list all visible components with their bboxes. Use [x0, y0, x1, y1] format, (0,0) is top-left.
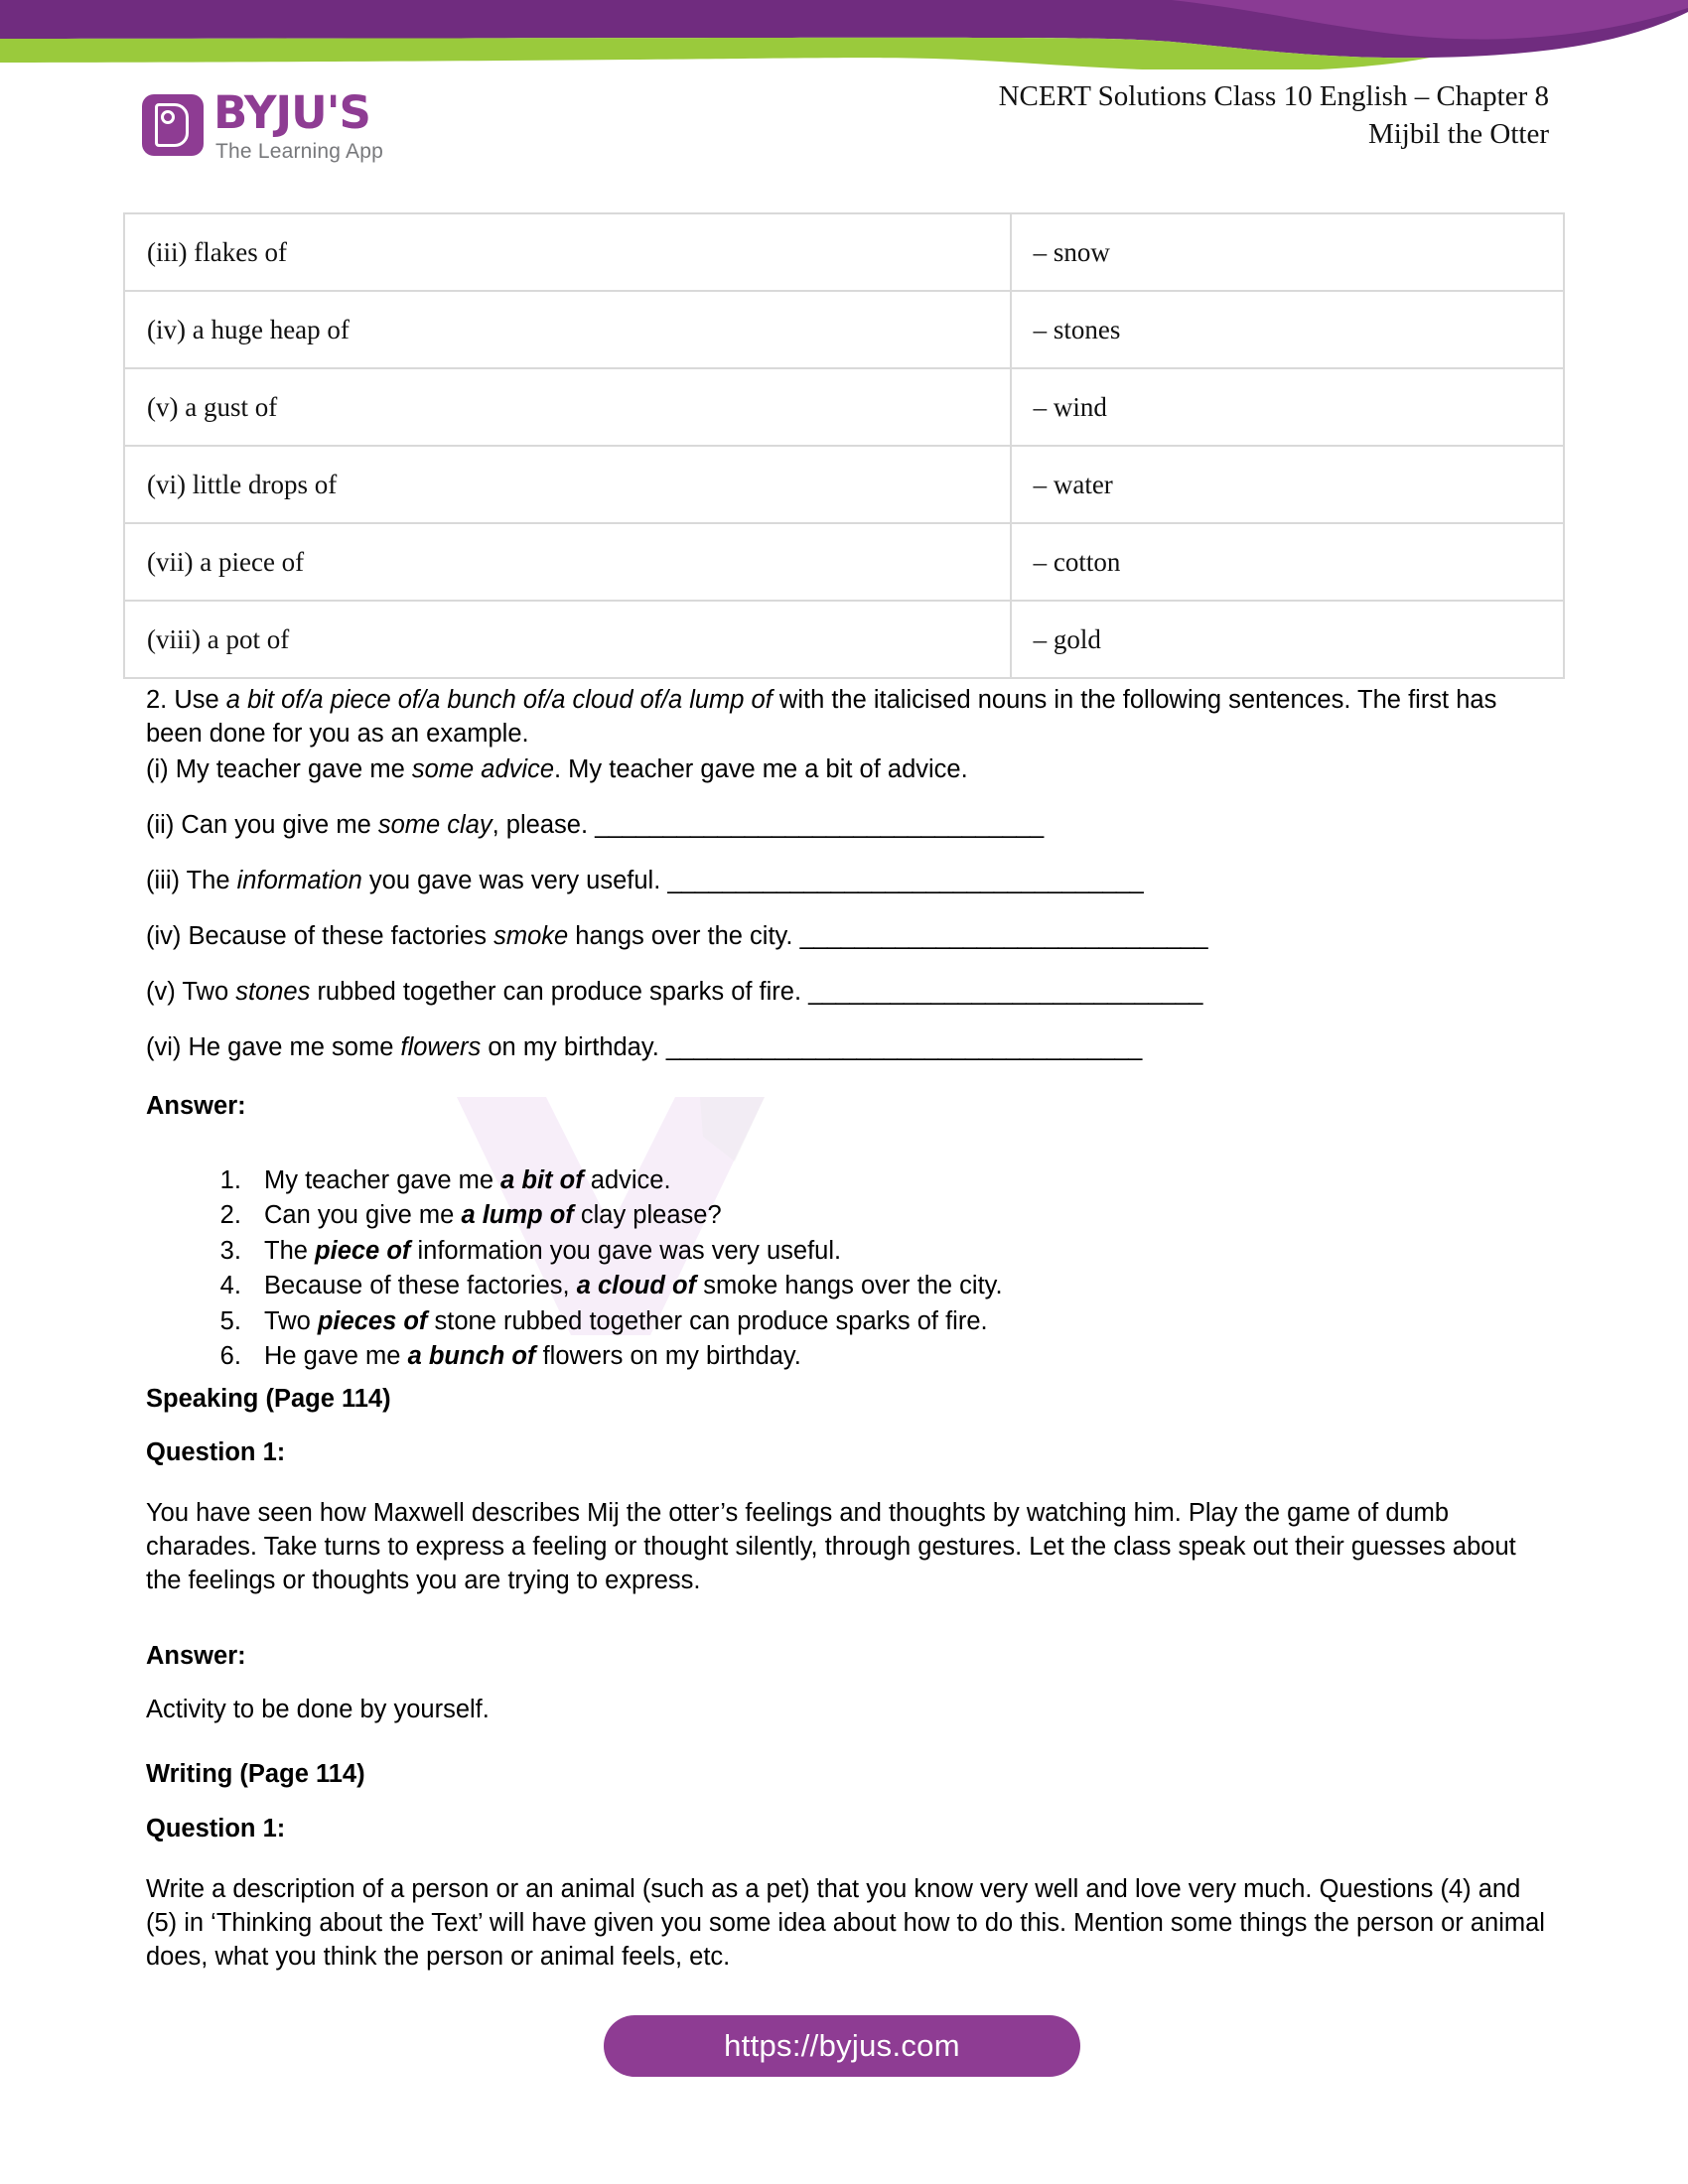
answer-pre: Because of these factories, [264, 1272, 577, 1300]
list-item [248, 1339, 1579, 1374]
list-item [248, 1269, 1579, 1303]
item-post: on my birthday. [481, 1033, 666, 1061]
answer-bold: a bunch of [407, 1342, 536, 1371]
table-row [124, 368, 1564, 446]
table-row [124, 446, 1564, 523]
speaking-question-label: Question 1: [146, 1438, 286, 1466]
writing-heading: Writing (Page 114) [146, 1760, 365, 1788]
item-post: rubbed together can produce sparks of fire. [310, 978, 809, 1006]
table-cell-phrase: (vii) a piece of [124, 523, 1011, 601]
byjus-logo [142, 86, 440, 182]
question2-answer-label: Answer: [146, 1092, 246, 1120]
byjus-url-label: https://byjus.com [724, 2028, 960, 2063]
table-cell-noun: – cotton [1011, 523, 1564, 601]
writing-question-label: Question 1: [146, 1815, 286, 1843]
byjus-url-button[interactable] [604, 2015, 1080, 2077]
answer-blank[interactable]: ___________________________________ [665, 1033, 1142, 1061]
table-cell-noun: – wind [1011, 368, 1564, 446]
answer-blank[interactable]: _________________________________ [595, 811, 1044, 839]
question2-answer-list [189, 1163, 1579, 1375]
answer-post: clay please? [573, 1201, 722, 1230]
table-cell-noun: – water [1011, 446, 1564, 523]
document-title-line1: NCERT Solutions Class 10 English – Chapter 8 [998, 80, 1549, 112]
answer-pre: Can you give me [264, 1201, 462, 1230]
item-italic: some clay [377, 811, 492, 839]
document-title-line2: Mijbil the Otter [1367, 118, 1549, 151]
question2-prompt [146, 684, 1536, 751]
speaking-answer-text: Activity to be done by yourself. [146, 1696, 490, 1723]
banner-shapes [0, 0, 1688, 69]
speaking-question-text: You have seen how Maxwell describes Mij the otter’s feelings and thoughts by watching him. Play the game of dumb charades. Take turns to express a feeling or thought silently, through gestures. Let the class speak out their guesses about the feelings or thoughts you are trying to express. [146, 1499, 1516, 1594]
item-italic: flowers [400, 1033, 482, 1061]
item-italic: some advice [411, 755, 554, 783]
table-cell-phrase: (vi) little drops of [124, 446, 1011, 523]
question2-item-iv [146, 920, 1536, 954]
answer-blank[interactable]: _____________________________ [808, 978, 1202, 1006]
match-the-phrases-table [123, 212, 1565, 679]
item-post: hangs over the city. [568, 922, 800, 950]
question2-prompt-italic: a bit of/a piece of/a bunch of/a cloud of/a lump of [225, 686, 773, 714]
answer-post: advice. [583, 1166, 671, 1194]
table-row [124, 601, 1564, 678]
table-row [124, 213, 1564, 291]
answer-bold: a lump of [461, 1201, 574, 1230]
list-item [248, 1163, 1579, 1198]
question2-prompt-post: with the italicised nouns in the following sentences. The first has been done for you as an example. [146, 686, 1497, 748]
match-table-body [124, 213, 1564, 678]
table-cell-phrase: (iv) a huge heap of [124, 291, 1011, 368]
question2-item-ii [146, 809, 1536, 843]
question2-item-vi [146, 1031, 1536, 1065]
table-cell-noun: – stones [1011, 291, 1564, 368]
byjus-b-icon [142, 94, 204, 156]
answer-pre: He gave me [264, 1342, 408, 1371]
question2-item-iii [146, 865, 1536, 898]
item-post: . My teacher gave me a bit of advice. [554, 755, 968, 783]
answer-pre: My teacher gave me [264, 1166, 501, 1194]
answer-bold: a bit of [500, 1166, 584, 1194]
table-cell-noun: – gold [1011, 601, 1564, 678]
speaking-heading: Speaking (Page 114) [146, 1385, 391, 1413]
item-pre: (ii) Can you give me [146, 811, 378, 839]
answer-bold: piece of [315, 1236, 411, 1265]
logo-wordmark: BYJU'S [213, 86, 370, 139]
item-pre: (i) My teacher gave me [146, 755, 412, 783]
question2-item-i [146, 753, 1536, 787]
top-banner [0, 0, 1688, 69]
speaking-answer-label: Answer: [146, 1642, 246, 1670]
table-cell-noun: – snow [1011, 213, 1564, 291]
answer-pre: The [264, 1236, 316, 1265]
table-cell-phrase: (viii) a pot of [124, 601, 1011, 678]
list-item [248, 1234, 1579, 1269]
item-pre: (iii) The [146, 867, 237, 894]
item-post: , please. [492, 811, 596, 839]
item-italic: smoke [493, 922, 569, 950]
table-row [124, 291, 1564, 368]
answer-blank[interactable]: ___________________________________ [667, 867, 1144, 894]
item-pre: (v) Two [146, 978, 236, 1006]
answer-bold: pieces of [317, 1306, 428, 1335]
table-cell-phrase: (v) a gust of [124, 368, 1011, 446]
question2-item-v [146, 976, 1536, 1010]
answer-post: flowers on my birthday. [535, 1342, 801, 1371]
logo-tagline: The Learning App [215, 140, 383, 163]
item-pre: (iv) Because of these factories [146, 922, 494, 950]
answer-bold: a cloud of [576, 1272, 697, 1300]
document-title [999, 77, 1549, 154]
item-pre: (vi) He gave me some [146, 1033, 401, 1061]
item-italic: stones [235, 978, 311, 1006]
table-row [124, 523, 1564, 601]
question2-prompt-pre: 2. Use [146, 686, 226, 714]
answer-blank[interactable]: ______________________________ [799, 922, 1208, 950]
item-italic: information [236, 867, 362, 894]
item-post: you gave was very useful. [361, 867, 668, 894]
list-item [248, 1304, 1579, 1339]
page-header [0, 77, 1688, 187]
writing-question-text: Write a description of a person or an animal (such as a pet) that you know very well and love very much. Questions (4) and (5) in ‘Thinking about the Text’ will have given you some idea about how to do this. Mention some things the person or animal does, what you think the person or animal feels, etc. [146, 1875, 1545, 1971]
answer-pre: Two [264, 1306, 318, 1335]
answer-post: smoke hangs over the city. [696, 1272, 1003, 1300]
answer-post: stone rubbed together can produce sparks of fire. [427, 1306, 988, 1335]
answer-post: information you gave was very useful. [410, 1236, 842, 1265]
table-cell-phrase: (iii) flakes of [124, 213, 1011, 291]
list-item [248, 1198, 1579, 1233]
